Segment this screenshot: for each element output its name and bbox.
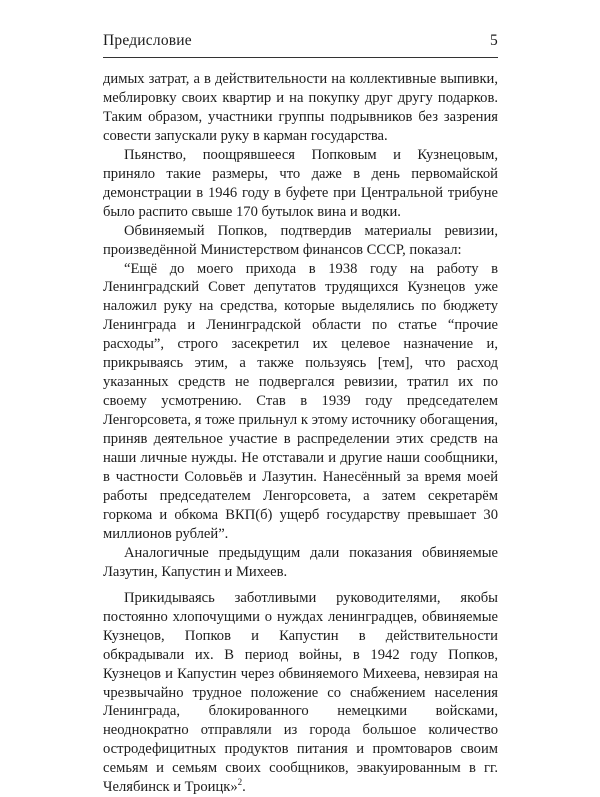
paragraph: димых затрат, а в действительности на коллективные выпивки, меблировку своих квартир и на покупку друг другу подарков. Таким образом, участники группы подрывников без зазрения совести запускали руку в карман государства. (103, 71, 498, 144)
paragraph: Аналогичные предыдущим дали показания обвиняемые Лазутин, Капустин и Михеев. (103, 544, 498, 580)
paragraph-last (103, 589, 498, 797)
quote-paragraph: “Ещё до моего прихода в 1938 году на работу в Ленинградский Совет депутатов трудящихся Кузнецов уже наложил руку на средства, которые выделялись по бюджету Ленинграда и Ленинградской области по статье “прочие расходы”, строго засекретил их целевое назначение и, прикрываясь этим, а также пользуясь [тем], что расход указанных средств не подвергался ревизии, тратил их по своему усмотрению. Став в 1939 году председателем Ленгорсовета, я тоже прильнул к этому источнику обогащения, приняв деятельное участие в распределении этих средств на наши личные нужды. Не отставали и другие наши сообщники, в частности Соловьёв и Лазутин. Нанесённый за время моей работы председателем Ленгорсовета, а затем секретарём горкома и обкома ВКП(б) ущерб государству превышает 30 миллионов рублей”. (103, 260, 498, 542)
paragraph-text: Прикидываясь заботливыми руководителями, якобы постоянно хлопочущими о нуждах ленинградцев, обвиняемые Кузнецов, Попков и Капустин в действительности обкрадывали их. В период войны, в 1942 году Попков, Кузнецов и Капустин через обвиняемого Михеева, невзирая на чрезвычайно трудное положение со снабжением населения Ленинграда, блокированного немецкими войсками, неоднократно отправляли из города большое количество остродефицитных продуктов питания и промтоваров своим семьям и семьям своих сообщников, эвакуированным в гг. Челябинск и Троицк» (103, 589, 498, 796)
header-rule (103, 57, 498, 58)
running-head (103, 32, 498, 54)
page-number: 5 (490, 32, 498, 49)
footnote-marker[interactable]: 2 (237, 777, 243, 788)
section-title: Предисловие (103, 32, 192, 49)
final-period: . (242, 779, 246, 796)
paragraph: Обвиняемый Попков, подтвердив материалы ревизии, произведённой Министерством финансов СССР, показал: (103, 222, 498, 258)
body-text (103, 70, 498, 797)
paragraph: Пьянство, поощрявшееся Попковым и Кузнецовым, приняло такие размеры, что даже в день первомайской демонстрации в 1946 году в буфете при Центральной трибуне было распито свыше 170 бутылок вина и водки. (103, 146, 498, 220)
